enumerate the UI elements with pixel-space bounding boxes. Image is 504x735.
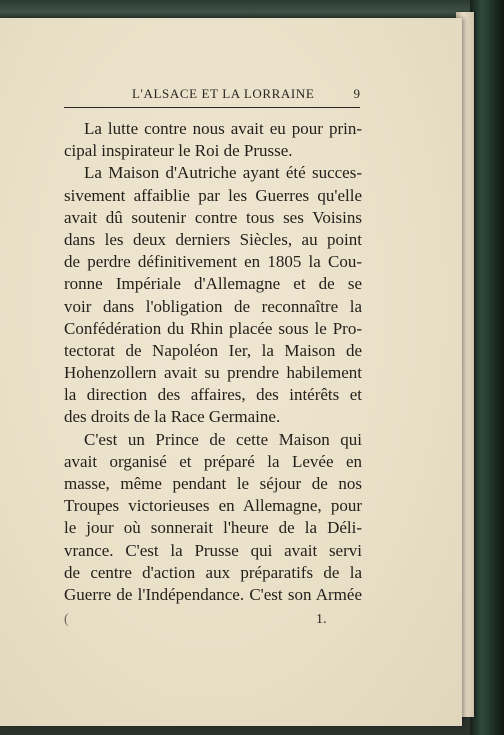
paragraph-1 (64, 118, 362, 162)
running-head (64, 86, 360, 106)
text-line: de centre d'action aux préparatifs de la (64, 562, 362, 582)
text-line: Guerre de l'Indépendance. C'est son Armée (64, 584, 362, 604)
paragraph-2 (64, 162, 362, 428)
text-line: Troupes victorieuses en Allemagne, pour (64, 496, 362, 516)
text-line: le jour où sonnerait l'heure de la Déli- (64, 518, 362, 538)
signature-mark-left: ( (64, 612, 69, 627)
printer-signature (64, 612, 362, 632)
text-line: masse, même pendant le séjour de nos (64, 474, 362, 493)
book-page (0, 18, 462, 726)
text-line: dans les deux derniers Siècles, au point (64, 229, 362, 249)
text-line: La Maison d'Autriche ayant été succes- (84, 163, 362, 183)
paragraph-3 (64, 429, 362, 607)
book-binding-spine (470, 0, 504, 735)
text-line: C'est un Prince de cette Maison qui (84, 429, 362, 449)
header-rule (64, 107, 360, 108)
text-line: Confédération du Rhin placée sous le Pro- (64, 318, 362, 338)
page-number: 9 (353, 86, 360, 101)
text-line: voir dans l'obligation de reconnaître la (64, 296, 362, 316)
text-line: de perdre définitivement en 1805 la Cou- (64, 252, 362, 272)
text-line: La lutte contre nous avait eu pour prin- (84, 119, 362, 138)
text-line: avait organisé et préparé la Levée en (64, 451, 362, 471)
text-line: des droits de la Race Germaine. (64, 407, 281, 427)
running-title: L'ALSACE ET LA LORRAINE (132, 86, 315, 101)
text-line: Hohenzollern avait su prendre habilement (64, 363, 362, 383)
text-line: tectorat de Napoléon Ier, la Maison de (64, 340, 362, 360)
text-line: ronne Impériale d'Allemagne et de se (64, 274, 362, 294)
text-line: sivement affaiblie par les Guerres qu'elle (64, 185, 362, 205)
text-line: la direction des affaires, des intérêts et (64, 385, 362, 405)
text-line: vrance. C'est la Prusse qui avait servi (64, 540, 362, 560)
signature-mark: 1. (316, 612, 327, 627)
text-line: cipal inspirateur le Roi de Prusse. (64, 141, 293, 161)
text-line: avait dû soutenir contre tous ses Voisins (64, 207, 362, 227)
body-text (64, 118, 362, 606)
